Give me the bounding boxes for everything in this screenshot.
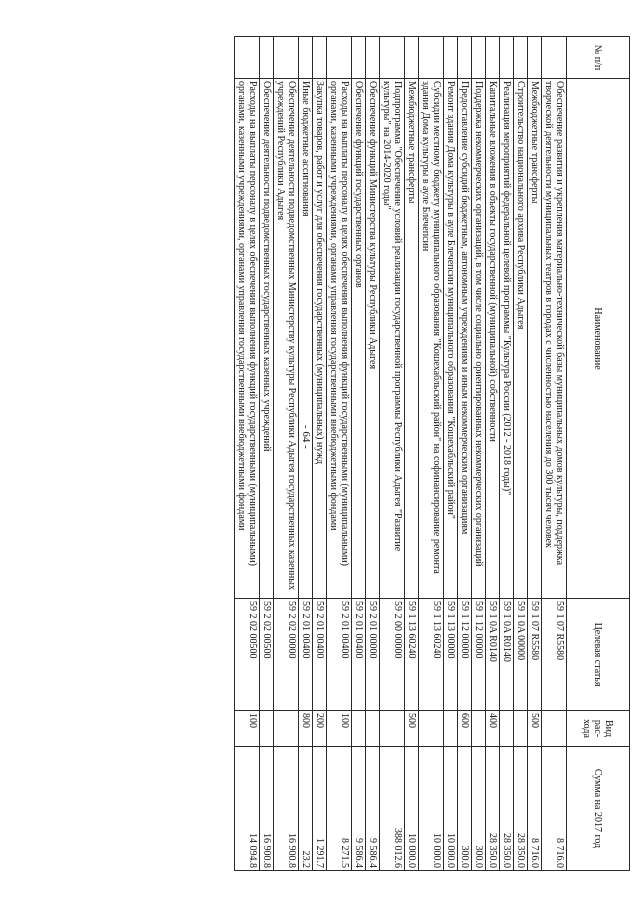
cell-num — [366, 37, 380, 79]
header-sum: Сумма на 2017 год — [567, 747, 630, 871]
table-row — [472, 37, 486, 871]
cell-num — [327, 37, 352, 79]
cell-vid: 500 — [405, 711, 419, 747]
cell-code: 59 1 07 R5580 — [542, 599, 567, 711]
cell-num — [419, 37, 444, 79]
cell-name: Реализация мероприятий федеральной целевой программы "Культура России (2012 - 2018 годы)" — [500, 79, 514, 599]
page-number: - 64 - — [300, 425, 312, 449]
cell-vid — [500, 711, 514, 747]
cell-code: 59 2 01 00400 — [313, 599, 327, 711]
cell-vid — [419, 711, 444, 747]
cell-name: Обеспечение функций Министерства культуры Республики Адыгея — [366, 79, 380, 599]
cell-vid — [352, 711, 366, 747]
cell-vid: 200 — [313, 711, 327, 747]
cell-code: 59 2 01 00400 — [327, 599, 352, 711]
cell-sum: 300.0 — [458, 747, 472, 871]
table-row — [299, 37, 313, 871]
cell-name: Обеспечение деятельности подведомственных Министерству культуры Республики Адыгея государственных казенных учреждений Республики Адыгея — [274, 79, 299, 599]
table-body — [235, 37, 567, 871]
cell-sum: 8 716.0 — [528, 747, 542, 871]
table-row — [542, 37, 567, 871]
cell-name: Обеспечение функций государственных органов — [352, 79, 366, 599]
rotated-table-container — [64, 36, 630, 870]
cell-code: 59 2 01 00400 — [352, 599, 366, 711]
cell-sum: 23.2 — [299, 747, 313, 871]
cell-num — [405, 37, 419, 79]
cell-sum: 300.0 — [472, 747, 486, 871]
cell-num — [472, 37, 486, 79]
cell-name: Закупка товаров, работ и услуг для обеспечения государственных (муниципальных) нужд — [313, 79, 327, 599]
cell-vid — [260, 711, 274, 747]
cell-num — [260, 37, 274, 79]
table-row — [274, 37, 299, 871]
table-row — [528, 37, 542, 871]
cell-name: Капитальные вложения в объекты государственной (муниципальной) собственности — [486, 79, 500, 599]
cell-vid — [274, 711, 299, 747]
cell-name: Обеспечение деятельности подведомственных государственных казенных учреждений — [260, 79, 274, 599]
cell-vid — [366, 711, 380, 747]
cell-sum: 1 291.7 — [313, 747, 327, 871]
table-row — [327, 37, 352, 871]
cell-vid: 500 — [528, 711, 542, 747]
cell-name: Подпрограмма "Обеспечение условий реализации государственной программы Республики Адыгея "Развитие культуры" на 2014-2020 годы" — [380, 79, 405, 599]
table-row — [405, 37, 419, 871]
header-vid: Вид рас-хода — [567, 711, 630, 747]
table-row — [260, 37, 274, 871]
cell-vid: 800 — [299, 711, 313, 747]
cell-code: 59 2 01 00400 — [299, 599, 313, 711]
cell-vid: 100 — [327, 711, 352, 747]
cell-name: Обеспечение развития и укрепления материально-технической базы муниципальных домов культуры, поддержка творческой деятельности муниципальных театров в городах с численностью населения до 300 тысяч человек — [542, 79, 567, 599]
table-row — [458, 37, 472, 871]
table-row — [514, 37, 528, 871]
cell-name: Расходы на выплаты персоналу в целях обеспечения выполнения функций государственными (муниципальными) органами, казенными учреждениями, органами управления государственными внебюджетными фондами — [327, 79, 352, 599]
cell-sum: 16 900.8 — [260, 747, 274, 871]
cell-vid — [542, 711, 567, 747]
cell-code: 59 1 12 00000 — [458, 599, 472, 711]
cell-sum: 16 900.8 — [274, 747, 299, 871]
cell-name: Предоставление субсидий бюджетным, автономным учреждениям и иным некоммерческим организациям — [458, 79, 472, 599]
header-code: Целевая статья — [567, 599, 630, 711]
cell-code: 59 1 13 60240 — [405, 599, 419, 711]
cell-name: Расходы на выплаты персоналу в целях обеспечения выполнения функций государственными (муниципальными) органами, казенными учреждениями, органами управления государственными внебюджетными фондами — [235, 79, 260, 599]
cell-num — [486, 37, 500, 79]
table-row — [486, 37, 500, 871]
table-header-row — [567, 37, 630, 871]
cell-num — [352, 37, 366, 79]
cell-num — [458, 37, 472, 79]
cell-code: 59 1 0A 00000 — [514, 599, 528, 711]
cell-vid — [514, 711, 528, 747]
cell-num — [514, 37, 528, 79]
cell-code: 59 2 02 00500 — [260, 599, 274, 711]
cell-name: Ремонт здания Дома культуры в ауле Блечепсин муниципального образования "Кошехабльский район" — [444, 79, 458, 599]
header-name: Наименование — [567, 79, 630, 599]
cell-vid: 100 — [235, 711, 260, 747]
table-row — [313, 37, 327, 871]
cell-sum: 388 012.6 — [380, 747, 405, 871]
cell-sum: 10 000.0 — [444, 747, 458, 871]
cell-sum: 14 094.8 — [235, 747, 260, 871]
cell-name: Строительство национального архива Республики Адыгея — [514, 79, 528, 599]
cell-sum: 28 350.0 — [486, 747, 500, 871]
cell-code: 59 1 12 00000 — [472, 599, 486, 711]
cell-num — [274, 37, 299, 79]
table-row — [500, 37, 514, 871]
cell-sum: 28 350.0 — [500, 747, 514, 871]
cell-vid — [472, 711, 486, 747]
cell-sum: 10 000.0 — [405, 747, 419, 871]
cell-sum: 9 586.4 — [366, 747, 380, 871]
cell-code: 59 1 0A R0140 — [486, 599, 500, 711]
cell-code: 59 2 01 00000 — [366, 599, 380, 711]
cell-num — [500, 37, 514, 79]
cell-num — [235, 37, 260, 79]
cell-sum: 8 716.0 — [542, 747, 567, 871]
cell-name: Поддержка некоммерческих организаций, в том числе социально ориентированных некоммерческих организаций — [472, 79, 486, 599]
cell-sum: 8 271.5 — [327, 747, 352, 871]
cell-name: Межбюджетные трансферты — [405, 79, 419, 599]
cell-vid: 400 — [486, 711, 500, 747]
cell-vid — [380, 711, 405, 747]
table-row — [380, 37, 405, 871]
cell-code: 59 1 13 60240 — [419, 599, 444, 711]
cell-sum: 9 586.4 — [352, 747, 366, 871]
cell-code: 59 1 0A R0140 — [500, 599, 514, 711]
table-row — [419, 37, 444, 871]
cell-sum: 10 000.0 — [419, 747, 444, 871]
table-row — [444, 37, 458, 871]
table-row — [352, 37, 366, 871]
cell-code: 59 2 02 00000 — [274, 599, 299, 711]
cell-num — [380, 37, 405, 79]
table-row — [366, 37, 380, 871]
cell-num — [299, 37, 313, 79]
header-num: № п/п — [567, 37, 630, 79]
cell-sum: 28 350.0 — [514, 747, 528, 871]
table-row — [235, 37, 260, 871]
cell-num — [313, 37, 327, 79]
cell-num — [528, 37, 542, 79]
budget-table — [234, 36, 630, 871]
cell-num — [542, 37, 567, 79]
cell-name: Иные бюджетные ассигнования — [299, 79, 313, 599]
cell-code: 59 2 02 00500 — [235, 599, 260, 711]
cell-code: 59 2 00 00000 — [380, 599, 405, 711]
cell-vid: 600 — [458, 711, 472, 747]
cell-name: Субсидии местному бюджету муниципального образования "Кошехабльский район" на софинансирование ремонта здания Дома культуры в ауле Блечепсин — [419, 79, 444, 599]
cell-code: 59 1 13 00000 — [444, 599, 458, 711]
cell-vid — [444, 711, 458, 747]
cell-num — [444, 37, 458, 79]
cell-name: Межбюджетные трансферты — [528, 79, 542, 599]
cell-code: 59 1 07 R5580 — [528, 599, 542, 711]
